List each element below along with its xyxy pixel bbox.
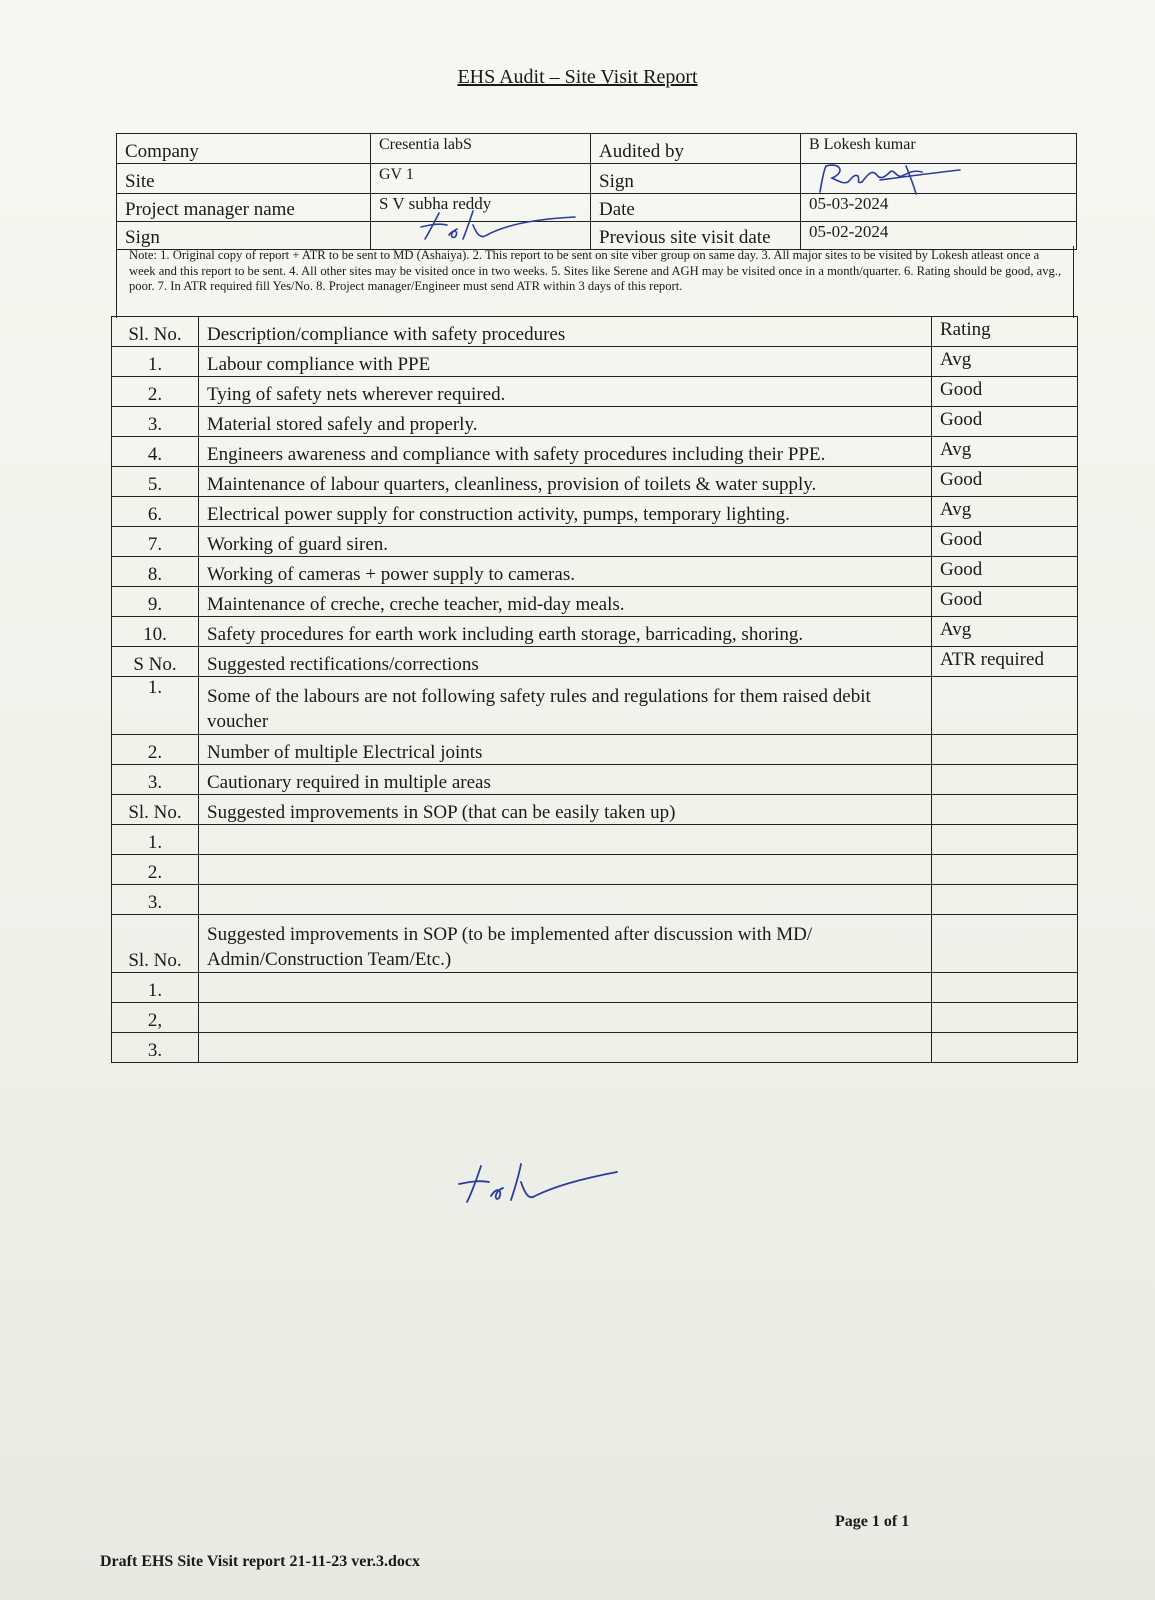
col-header-rectifications: Suggested rectifications/corrections [199,647,932,677]
row-blank [932,1003,1078,1033]
pm-sign-label: Sign [117,222,371,250]
col-header-sl-no: Sl. No. [112,795,199,825]
table-row [112,973,1078,1003]
row-rating: Good [932,527,1078,557]
row-number: 4. [112,437,199,467]
audit-table [111,316,1078,1063]
sop-easy-header-row [112,795,1078,825]
row-description: Tying of safety nets wherever required. [199,377,932,407]
row-description: Some of the labours are not following safety rules and regulations for them raised debit voucher [199,677,932,735]
audited-by-label: Audited by [591,134,801,164]
row-atr [932,677,1078,735]
row-number: 1. [112,825,199,855]
row-number: 6. [112,497,199,527]
row-atr [932,765,1078,795]
rectifications-header-row [112,647,1078,677]
footer-filename: Draft EHS Site Visit report 21-11-23 ver.3.docx [100,1553,420,1570]
row-number: 2, [112,1003,199,1033]
row-rating: Avg [932,347,1078,377]
pm-value: S V subha reddy [371,194,591,222]
pm-label: Project manager name [117,194,371,222]
table-row [112,885,1078,915]
col-header-sop-easy: Suggested improvements in SOP (that can be easily taken up) [199,795,932,825]
note-text: Note: 1. Original copy of report + ATR to be sent to MD (Ashaiya). 2. This report to be sent on site viber group on same day. 3. All major sites to be visited by Lokesh atleast once a week and this report to be sent. 4. All other sites may be visited once in two weeks. 5. Sites like Serene and AGH may be visited once in a month/quarter. 6. Rating should be good, avg., poor. 7. In ATR required fill Yes/No. 8. Project manager/Engineer must send ATR within 3 days of this report. [116,246,1074,318]
table-row [112,497,1078,527]
col-header-sl-no: Sl. No. [112,317,199,347]
table-row [112,1003,1078,1033]
table-row [112,347,1078,377]
page-number: Page 1 of 1 [835,1513,910,1530]
bottom-signature [455,1158,630,1208]
row-description: Number of multiple Electrical joints [199,735,932,765]
auditor-signature [810,160,970,200]
row-number: 3. [112,765,199,795]
row-description: Working of cameras + power supply to cameras. [199,557,932,587]
table-row [112,557,1078,587]
auditor-sign-label: Sign [591,164,801,194]
row-blank [932,885,1078,915]
row-rating: Good [932,407,1078,437]
row-number: 3. [112,1033,199,1063]
table-row [112,437,1078,467]
table-row [112,1033,1078,1063]
row-number: 1. [112,973,199,1003]
table-row [112,677,1078,735]
table-row [112,617,1078,647]
col-header-blank [932,915,1078,973]
row-number: 3. [112,885,199,915]
row-blank [932,825,1078,855]
table-row [112,735,1078,765]
row-rating: Good [932,557,1078,587]
row-atr [932,735,1078,765]
compliance-header-row [112,317,1078,347]
table-row [112,825,1078,855]
site-label: Site [117,164,371,194]
row-blank [932,1033,1078,1063]
prev-visit-value: 05-02-2024 [801,222,1077,250]
audited-by-value: B Lokesh kumar [801,134,1077,164]
row-number: 3. [112,407,199,437]
row-description: Material stored safely and properly. [199,407,932,437]
table-row [112,855,1078,885]
row-rating: Good [932,377,1078,407]
row-description: Labour compliance with PPE [199,347,932,377]
row-number: 7. [112,527,199,557]
company-label: Company [117,134,371,164]
row-number: 1. [112,347,199,377]
row-description: Working of guard siren. [199,527,932,557]
sop-discuss-header-row [112,915,1078,973]
col-header-atr-required: ATR required [932,647,1078,677]
row-description: Maintenance of creche, creche teacher, mid-day meals. [199,587,932,617]
row-number: 2. [112,855,199,885]
date-label: Date [591,194,801,222]
site-value: GV 1 [371,164,591,194]
col-header-sop-discuss: Suggested improvements in SOP (to be implemented after discussion with MD/ Admin/Construction Team/Etc.) [199,915,932,973]
table-row [112,765,1078,795]
table-row [112,407,1078,437]
row-number: 2. [112,377,199,407]
row-number: 2. [112,735,199,765]
row-description [199,1033,932,1063]
col-header-sl-no: Sl. No. [112,915,199,973]
row-description: Electrical power supply for construction activity, pumps, temporary lighting. [199,497,932,527]
row-blank [932,855,1078,885]
row-description [199,1003,932,1033]
row-rating: Good [932,587,1078,617]
table-row [112,467,1078,497]
row-blank [932,973,1078,1003]
row-rating: Avg [932,497,1078,527]
row-description: Engineers awareness and compliance with safety procedures including their PPE. [199,437,932,467]
table-row [112,587,1078,617]
col-header-s-no: S No. [112,647,199,677]
row-number: 8. [112,557,199,587]
col-header-rating: Rating [932,317,1078,347]
pm-signature-header [415,207,585,245]
row-description: Safety procedures for earth work including earth storage, barricading, shoring. [199,617,932,647]
row-rating: Avg [932,437,1078,467]
date-value: 05-03-2024 [801,194,1077,222]
row-description: Maintenance of labour quarters, cleanliness, provision of toilets & water supply. [199,467,932,497]
table-row [112,377,1078,407]
row-rating: Good [932,467,1078,497]
row-number: 10. [112,617,199,647]
company-value: Cresentia labS [371,134,591,164]
row-number: 5. [112,467,199,497]
report-title: EHS Audit – Site Visit Report [457,66,698,88]
row-number: 9. [112,587,199,617]
row-description [199,855,932,885]
row-number: 1. [112,677,199,735]
prev-visit-label: Previous site visit date [591,222,801,250]
row-rating: Avg [932,617,1078,647]
col-header-description: Description/compliance with safety procedures [199,317,932,347]
col-header-blank [932,795,1078,825]
row-description [199,973,932,1003]
table-row [112,527,1078,557]
row-description: Cautionary required in multiple areas [199,765,932,795]
row-description [199,885,932,915]
row-description [199,825,932,855]
